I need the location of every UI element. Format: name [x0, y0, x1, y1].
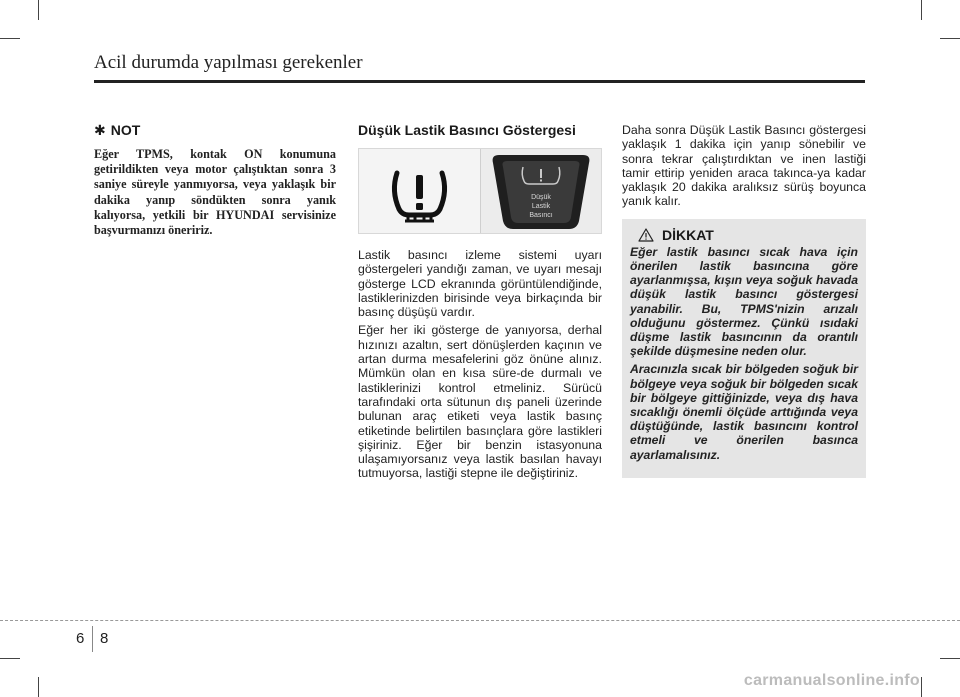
note-body: Eğer TPMS, kontak ON konumuna getirildikten veya motor çalıştıktan sonra 3 saniye süreyle yanmıyorsa, veya yaklaşık bir dakika yanıp söndükten sonra yanık kalıyorsa, yetkili bir HYUNDAI servisinize başvurmanızı öneririz. — [94, 147, 336, 238]
crop-mark — [38, 677, 39, 697]
cluster-lcd-display — [481, 149, 601, 233]
right-paragraph: Daha sonra Düşük Lastik Basıncı göstergesi yaklaşık 1 dakika için yanıp sönebilir ve sonra tekrar çalıştırdıktan ve inen lastiği tamir ettirip yeniden araca takınca-ya kadar yaklaşık 20 dakika aralıksız sürüş boyunca yanık kalır. — [622, 123, 866, 209]
page-header-title: Acil durumda yapılması gerekenler — [94, 52, 363, 73]
caution-box — [622, 219, 866, 478]
lcd-line-1: Düşük — [531, 194, 551, 201]
right-column — [622, 123, 866, 478]
page-number-separator — [92, 626, 93, 652]
crop-mark — [921, 677, 922, 697]
caution-paragraph-2: Aracınızla sıcak bir bölgeden soğuk bir bölgeye veya soğuk bir bölgeden sıcak bir bölgeye gittiğinizde, veya dış hava sıcaklığı önemli ölçüde arttığında veya düştüğünde, lastik basıncını kontrol etmeli ve önerilen basınca ayarlamalısınız. — [630, 362, 858, 462]
tire-pressure-warning-icon — [359, 149, 480, 233]
crop-mark — [0, 38, 20, 39]
section-paragraph-1: Lastik basıncı izleme sistemi uyarı göstergeleri yandığı zaman, ve uyarı mesajı gösterge LCD ekranında görüntülendiğinde, lastiklerinizden birisinde veya birkaçında bir basınç düşüşü vardır. — [358, 248, 602, 320]
watermark: carmanualsonline.info — [743, 672, 920, 689]
tpms-section — [358, 120, 602, 481]
lcd-line-2: Lastik — [531, 203, 551, 210]
crop-mark — [940, 658, 960, 659]
tpms-figure — [358, 148, 602, 234]
caution-heading-label: DİKKAT — [662, 226, 714, 243]
section-paragraph-2: Eğer her iki gösterge de yanıyorsa, derhal hızınızı azaltın, sert dönüşlerden kaçının ve artan durma mesafelerini göz önüne alınız. Mümkün olan en kısa süre-de durmalı ve lastiklerinizi kontrol etmeliniz. Sürücü tarafındaki orta sütunun dış paneli üzerinde bulunan araç etiketi veya lastik basınç etiketinde belirtilen basınçlara göre lastikleri şişiriniz. Eğer bir benzin istasyonuna ulaşamıyorsanız veya lastik basılan havayı tutmuyorsa, lastiği stepne ile değiştiriniz. — [358, 323, 602, 481]
warning-triangle-icon — [638, 228, 654, 242]
caution-paragraph-1: Eğer lastik basıncı sıcak hava için önerilen lastik basıncına göre ayarlanmışsa, kışın veya soğuk havada düşük lastik basıncı göstergesi yanabilir. Bu, TPMS'nizin arızalı olduğunu göstermez. Çünkü ısıdaki düşme lastik basıncının da orantılı şekilde düşmesine neden olur. — [630, 244, 858, 359]
note-heading-label: NOT — [110, 122, 141, 138]
crop-mark — [921, 0, 922, 20]
page-number: 8 — [100, 630, 109, 647]
lcd-warning-screen — [481, 149, 601, 233]
crop-mark — [940, 38, 960, 39]
crop-mark — [0, 658, 20, 659]
footer-rule — [0, 620, 960, 621]
tpms-warning-light — [359, 149, 480, 233]
caution-heading — [638, 227, 858, 243]
note-heading — [94, 122, 336, 139]
header-rule — [94, 80, 865, 83]
lcd-line-3: Basıncı — [529, 212, 553, 219]
note-column — [94, 120, 336, 238]
section-title: Düşük Lastik Basıncı Göstergesi — [358, 122, 576, 138]
chapter-number: 6 — [76, 630, 85, 647]
asterisk-icon: ✱ — [94, 122, 106, 138]
crop-mark — [38, 0, 39, 20]
